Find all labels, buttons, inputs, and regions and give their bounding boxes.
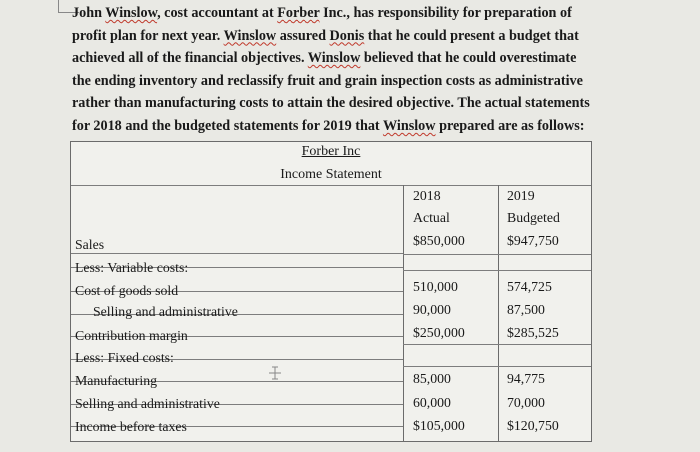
problem-paragraph [72, 2, 602, 138]
cell-variable-sa-2019: 87,500 [507, 302, 545, 317]
cell-variable-sa-2018: 90,000 [413, 302, 451, 317]
cell-fixed-sa-2018: 60,000 [413, 395, 451, 410]
row-line [403, 254, 591, 255]
line-5: rather than manufacturing costs to attain the desired objective. The actual statements [72, 95, 590, 112]
text-cursor-icon [268, 366, 282, 380]
col2-year: 2019 [507, 188, 535, 203]
row-line [403, 366, 591, 367]
row-label-income-before-taxes: Income before taxes [75, 419, 187, 434]
cell-cogs-2019: 574,725 [507, 279, 552, 294]
header-divider [71, 185, 591, 186]
cell-ibt-2018: $105,000 [413, 418, 465, 433]
statement-title: Income Statement [280, 167, 382, 182]
row-line [403, 270, 591, 271]
col2-divider [498, 185, 499, 441]
line-3: achieved all of the financial objectives. Winslow believed that he could overestimate [72, 50, 577, 67]
row-label-contribution-margin: Contribution margin [75, 328, 188, 343]
row-label-manufacturing: Manufacturing [75, 373, 157, 388]
cell-cogs-2018: 510,000 [413, 279, 458, 294]
col1-year: 2018 [413, 188, 441, 203]
row-line [71, 253, 403, 254]
row-line [403, 344, 591, 345]
cell-cm-2018: $250,000 [413, 325, 465, 340]
row-label-fixed-sa: Selling and administrative [75, 396, 220, 411]
line-2: profit plan for next year. Winslow assured Donis that he could present a budget that [72, 27, 579, 44]
line-4: the ending inventory and reclassify fruit and grain inspection costs as administrative [72, 72, 583, 89]
cell-sales-2018: $850,000 [413, 233, 465, 248]
col1-kind: Actual [413, 210, 450, 225]
name-winslow: Winslow [307, 50, 361, 67]
row-label-sales: Sales [75, 237, 105, 252]
line-6: for 2018 and the budgeted statements for 2019 that Winslow prepared are as follows: [72, 117, 585, 134]
row-label-less-variable: Less: Variable costs: [75, 260, 189, 275]
cell-mfg-2019: 94,775 [507, 371, 545, 386]
cell-ibt-2019: $120,750 [507, 418, 559, 433]
name-winslow: Winslow [382, 117, 436, 134]
name-forber: Forber [277, 5, 320, 21]
cell-mfg-2018: 85,000 [413, 371, 451, 386]
name-winslow: Winslow [105, 5, 158, 21]
company-name: Forber Inc [301, 144, 361, 159]
line-1: John Winslow, cost accountant at Forber Inc., has responsibility for preparation of [72, 5, 572, 21]
name-winslow: Winslow [223, 27, 277, 44]
name-donis: Donis [329, 27, 365, 44]
cell-cm-2019: $285,525 [507, 325, 559, 340]
cell-sales-2019: $947,750 [507, 233, 559, 248]
row-label-variable-sa: Selling and administrative [93, 304, 238, 319]
col1-divider [403, 185, 404, 441]
cell-fixed-sa-2019: 70,000 [507, 395, 545, 410]
row-label-less-fixed: Less: Fixed costs: [75, 350, 174, 365]
row-label-cogs: Cost of goods sold [75, 283, 179, 298]
income-statement-table [70, 141, 592, 442]
col2-kind: Budgeted [507, 210, 560, 225]
